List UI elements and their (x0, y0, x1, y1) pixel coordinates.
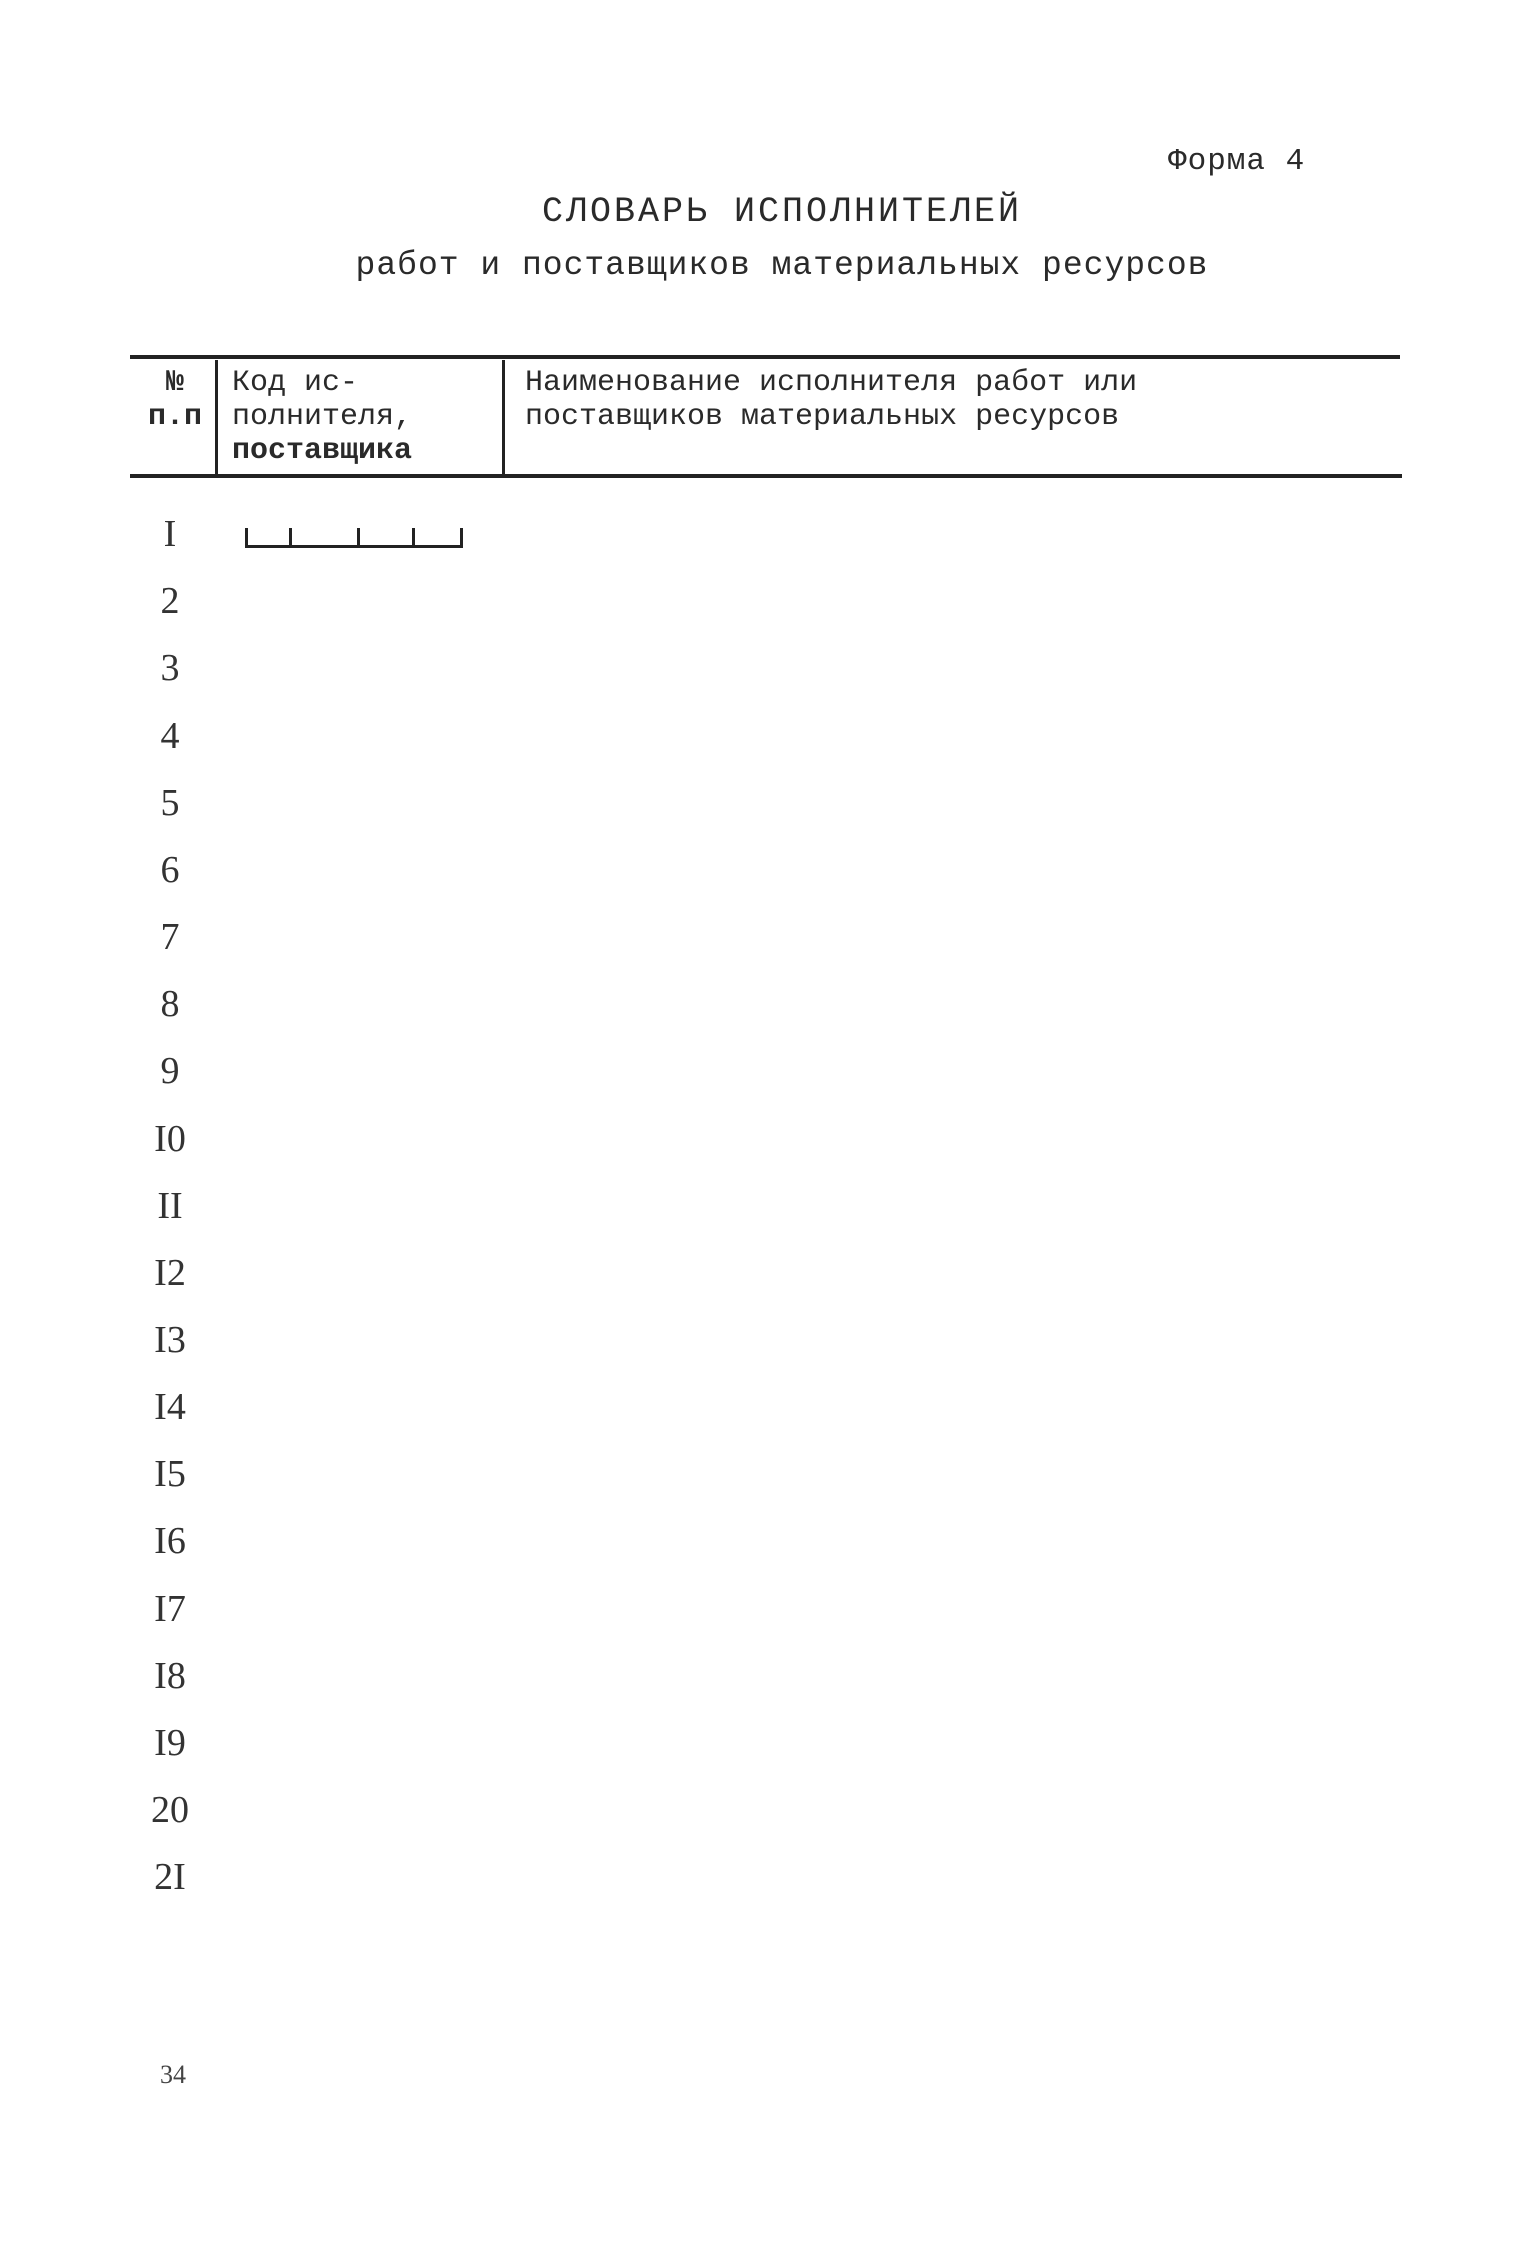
column-header-code (232, 366, 412, 468)
row-number: 9 (160, 1050, 180, 1092)
code-box-tick (357, 528, 360, 548)
page-number: 34 (160, 2060, 186, 2089)
column-header-code-line-2: полнителя, (232, 400, 413, 434)
code-entry-box[interactable] (245, 520, 463, 548)
column-divider-2 (502, 360, 505, 476)
row-number: I2 (154, 1252, 186, 1294)
row-number: 8 (160, 983, 180, 1025)
code-box-tick (245, 528, 248, 548)
row-number: I8 (154, 1655, 186, 1697)
row-number: 6 (160, 849, 180, 891)
table-header-bottom-rule (130, 474, 1402, 478)
column-header-name (525, 366, 1137, 434)
row-number: 2I (154, 1856, 186, 1898)
row-number: I9 (154, 1722, 186, 1764)
column-header-name-line-2: поставщиков материальных ресурсов (525, 400, 1120, 434)
row-number: 5 (160, 782, 180, 824)
column-header-code-line-3: поставщика (232, 434, 413, 468)
row-number: 2 (160, 580, 180, 622)
code-box-tick (460, 528, 463, 548)
row-number: I0 (154, 1118, 186, 1160)
code-box-tick (289, 528, 292, 548)
row-number: II (157, 1185, 183, 1227)
row-number: 20 (151, 1789, 189, 1831)
row-number: I6 (154, 1520, 186, 1562)
column-header-name-line-1: Наименование исполнителя работ или (525, 366, 1138, 400)
document-title: СЛОВАРЬ ИСПОЛНИТЕЛЕЙ (541, 192, 1023, 232)
column-header-number (138, 366, 212, 434)
row-number: I5 (154, 1453, 186, 1495)
row-number: 7 (160, 916, 180, 958)
code-box-baseline (245, 545, 463, 548)
row-number: I7 (154, 1588, 186, 1630)
row-number: I (163, 513, 177, 555)
column-header-code-line-1: Код ис- (232, 366, 359, 400)
table-top-rule (130, 355, 1400, 359)
form-number-label: Форма 4 (1168, 144, 1306, 179)
row-number: 4 (160, 715, 180, 757)
document-subtitle: работ и поставщиков материальных ресурсов (355, 247, 1209, 284)
row-number: 3 (160, 647, 180, 689)
row-number: I4 (154, 1386, 186, 1428)
column-header-number-line-2: п.п (147, 400, 202, 434)
column-header-number-line-1: № (165, 366, 184, 400)
code-box-tick (412, 528, 415, 548)
column-divider-1 (215, 360, 218, 474)
row-number: I3 (154, 1319, 186, 1361)
